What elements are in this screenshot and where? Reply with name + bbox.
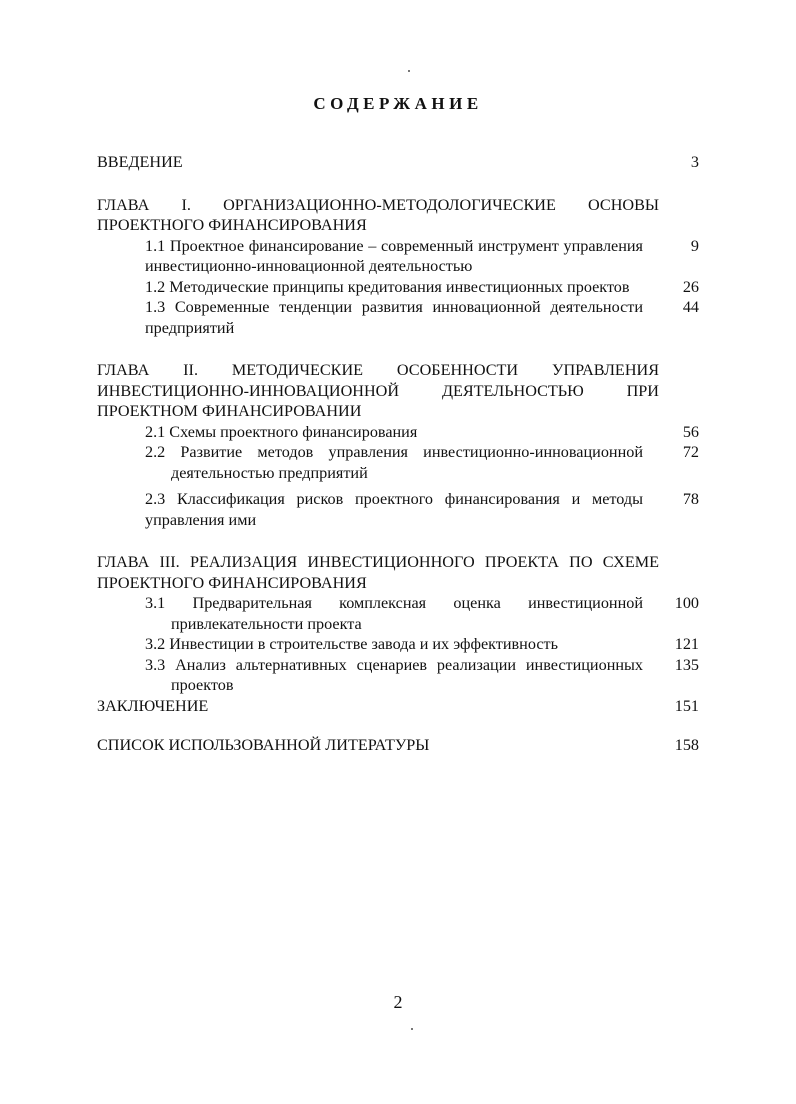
toc-entry-page: 72: [682, 443, 699, 461]
toc-entry-label: 3.2 Инвестиции в строительстве завода и их эффективность: [145, 635, 558, 653]
toc-entry-page: 44: [682, 298, 699, 316]
toc-entry-label: 2.3 Классификация рисков проектного финансирования и методы управления ими: [145, 490, 643, 529]
toc-entry-label: ЗАКЛЮЧЕНИЕ: [97, 696, 209, 715]
toc-entry-label: 1.1 Проектное финансирование – современный инструмент управления инвестиционно-инновационной деятельностью: [145, 236, 643, 275]
chapter-2-title: ГЛАВА II. МЕТОДИЧЕСКИЕ ОСОБЕННОСТИ УПРАВЛЕНИЯ ИНВЕСТИЦИОННО-ИННОВАЦИОННОЙ ДЕЯТЕЛЬНОСТЬЮ ПРИ ПРОЕКТНОМ ФИНАНСИРОВАНИИ: [97, 361, 659, 420]
scan-speck: [411, 1028, 413, 1030]
toc-entry-page: 78: [682, 490, 699, 508]
toc-entry-label: ВВЕДЕНИЕ: [97, 153, 183, 171]
toc-entry-page: 26: [682, 277, 699, 296]
toc-entry-3-1: [97, 593, 699, 634]
toc-entry-1-2: [97, 277, 699, 298]
toc-entry-page: 56: [682, 422, 699, 441]
toc-entry-2-3: [97, 489, 699, 530]
toc-entry-bibliography: [97, 735, 699, 756]
toc-entry-1-3: [97, 297, 699, 338]
toc-title: СОДЕРЖАНИЕ: [313, 94, 483, 113]
toc-entry-label: 3.1 Предварительная комплексная оценка инвестиционной привлекательности проекта: [145, 594, 643, 633]
toc-entry-page: 3: [690, 153, 699, 171]
toc-entry-1-1: [97, 236, 699, 277]
toc-entry-2-1: [97, 422, 699, 443]
toc-entry-2-2: [97, 442, 699, 483]
toc-entry-page: 151: [674, 696, 699, 715]
toc-entry-label: СПИСОК ИСПОЛЬЗОВАННОЙ ЛИТЕРАТУРЫ: [97, 736, 430, 754]
toc-entry-page: 9: [690, 236, 699, 255]
toc-entry-label: 2.2 Развитие методов управления инвестиционно-инновационной деятельностью предприятий: [145, 443, 643, 482]
toc-entry-page: 135: [674, 655, 699, 674]
toc-entry-conclusion: [97, 696, 699, 717]
toc-entry-label: 1.3 Современные тенденции развития инновационной деятельности предприятий: [145, 298, 643, 337]
toc-entry-label: 1.2 Методические принципы кредитования инвестиционных проектов: [145, 277, 630, 296]
toc-entry-page: 100: [674, 594, 699, 612]
toc-entry-page: 121: [674, 635, 699, 653]
toc-entry-label: 3.3 Анализ альтернативных сценариев реализации инвестиционных проектов: [145, 655, 643, 694]
chapter-1-title: ГЛАВА I. ОРГАНИЗАЦИОННО-МЕТОДОЛОГИЧЕСКИЕ ОСНОВЫ ПРОЕКТНОГО ФИНАНСИРОВАНИЯ: [97, 195, 659, 234]
scan-speck: [408, 70, 410, 72]
toc-entry-label: 2.1 Схемы проектного финансирования: [145, 422, 418, 441]
toc-entry-intro: [97, 152, 699, 173]
page-number: 2: [393, 992, 403, 1012]
toc-entry-3-2: [97, 634, 699, 655]
toc-entry-page: 158: [674, 736, 699, 754]
toc-entry-3-3: [97, 655, 699, 696]
table-of-contents: [97, 152, 699, 756]
chapter-3-title: ГЛАВА III. РЕАЛИЗАЦИЯ ИНВЕСТИЦИОННОГО ПРОЕКТА ПО СХЕМЕ ПРОЕКТНОГО ФИНАНСИРОВАНИЯ: [97, 553, 659, 592]
